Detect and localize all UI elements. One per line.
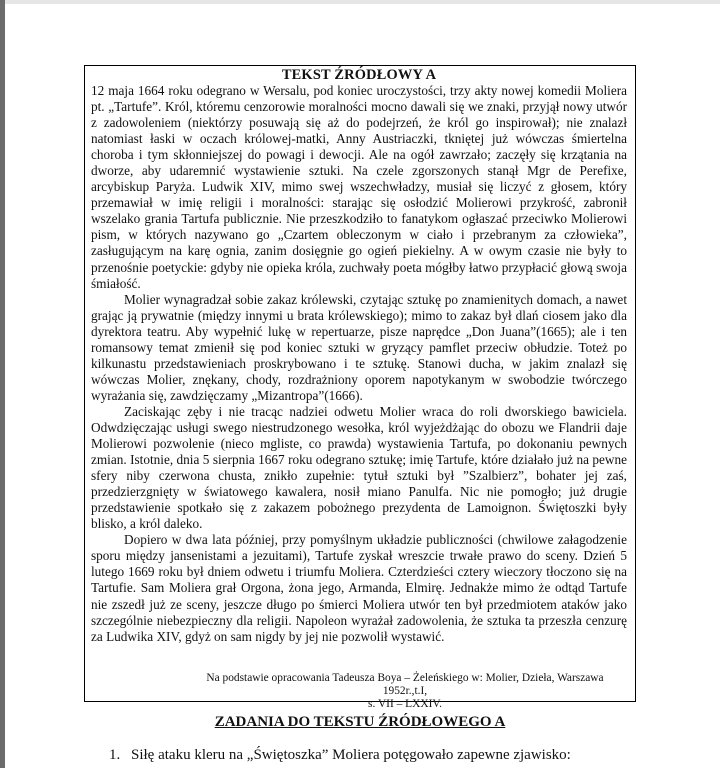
task-number: 1. [109, 747, 121, 763]
source-text-box [84, 65, 636, 710]
task-item [109, 746, 571, 764]
source-paragraph-1: 12 maja 1664 roku odegrano w Wersalu, pod koniec uroczystości, trzy akty nowej komedii Moliera pt. „Tartufe”. Król, któremu cenzorowie moralności mocno dawali się we znaki, przyjął nowy utwór z zadowoleniem (niektórzy posuwają się aż do podejrzeń, że król go inspirował); nie znalazł natomiast łaski w oczach królowej-matki, Anny Austriaczki, tkniętej już wówczas śmiertelna choroba i tym skłonniejszej do powagi i dewocji. Ale na ogół zawrzało; zaczęły się krzątania na dworze, aby udaremnić wystawienie sztuki. Na czele zgorszonych stanął Mgr de Perefixe, arcybiskup Paryża. Ludwik XIV, mimo swej wszechwładzy, musiał się liczyć z głosem, który przemawiał w imię religii i moralności: starając się osłodzić Molierowi przykrość, zabronił wszelako grania Tartufa publicznie. Nie przeszkodziło to fanatykom ogłaszać przeciwko Molierowi pism, w których nazywano go „Czartem obleczonym w ciało i przebranym za człowieka”, zasługującym na karę ognia, zanim dosięgnie go ogień piekielny. A w owym czasie nie były to przenośnie poetyckie: gdyby nie opieka króla, zuchwały poeta mógłby łatwo przypłacić głową swoja śmiałość. [91, 83, 627, 291]
source-citation [205, 672, 605, 711]
page-left-edge [0, 0, 5, 768]
page-top-edge [5, 0, 720, 4]
source-paragraph-3: Zaciskając zęby i nie tracąc nadziei odwetu Molier wraca do roli dworskiego bawiciela. Odwdzięczając usługi swego niestrudzonego wesołka, król wyjeżdżając do obozu we Flandrii daje Molierowi pozwolenie (nieco mgliste, co prawda) wystawienia Tartufa, po dokonaniu pewnych zmian. Istotnie, dnia 5 sierpnia 1667 roku odegrano sztukę; imię Tartufe, które działało już na pewne sfery niby czerwona chusta, znikło zupełnie: tytuł sztuki był ”Szalbierz”, bohater jej zaś, przedzierzgnięty w światowego kawalera, nosił miano Panulfa. Nic nie pomogło; już drugie przedstawienie spotkało się z zakazem pobożnego prezydenta de Lamoignon. Świętoszki były blisko, a król daleko. [91, 403, 627, 532]
task-text: Siłę ataku kleru na „Świętoszka” Moliera potęgowało zapewne zjawisko: [131, 747, 571, 763]
citation-line-2: s. VII – LXXIV. [368, 698, 442, 710]
tasks-heading: ZADANIA DO TEKSTU ŹRÓDŁOWEGO A [214, 714, 506, 730]
source-paragraph-2: Molier wynagradzał sobie zakaz królewski, czytając sztukę po znamienitych domach, a nawet grając ją prywatnie (między innymi u brata królewskiego); mimo to zakaz był dlań ciosem jako dla dyrektora teatru. Aby wypełnić lukę w repertuarze, pisze naprędce „Don Juana”(1665); ale i ten romansowy temat zmienił się pod koniec sztuki w gryzący pamflet przeciw obłudzie. Toteż po kilkunastu przedstawieniach proskrybowano i te sztukę. Stanowi ducha, w jakim znalazł się wówczas Molier, znękany, chody, rozdrażniony oporem napotykanym w swobodzie twórczego wyrażania się, zawdzięczamy „Mizantropa”(1666). [91, 291, 627, 403]
source-title: TEKST ŹRÓDŁOWY A [281, 67, 437, 83]
citation-line-1: Na podstawie opracowania Tadeusza Boya – Żeleńskiego w: Molier, Dzieła, Warszawa 1952r.,t.I, [206, 672, 604, 697]
source-paragraph-4: Dopiero w dwa lata później, przy pomyślnym układzie publiczności (chwilowe załagodzenie sporu między jansenistami a jezuitami), Tartufe zyskał wreszcie trwałe prawo do sceny. Dzień 5 lutego 1669 roku był dniem odwetu i triumfu Moliera. Czterdzieści cztery wieczory tłoczono się na Tartufie. Sam Moliera grał Orgona, żona jego, Armanda, Elmirę. Jednakże mimo że odtąd Tartufe nie zszedł już ze sceny, jeszcze długo po śmierci Moliera utwór ten był przedmiotem ataków jako szczególnie niebezpieczny dla religii. Napoleon wyrażał zadowolenia, że sztuka ta przeszła cenzurę za Ludwika XIV, gdyż on sam nigdy by jej nie pozwolił wystawić. [91, 532, 627, 644]
